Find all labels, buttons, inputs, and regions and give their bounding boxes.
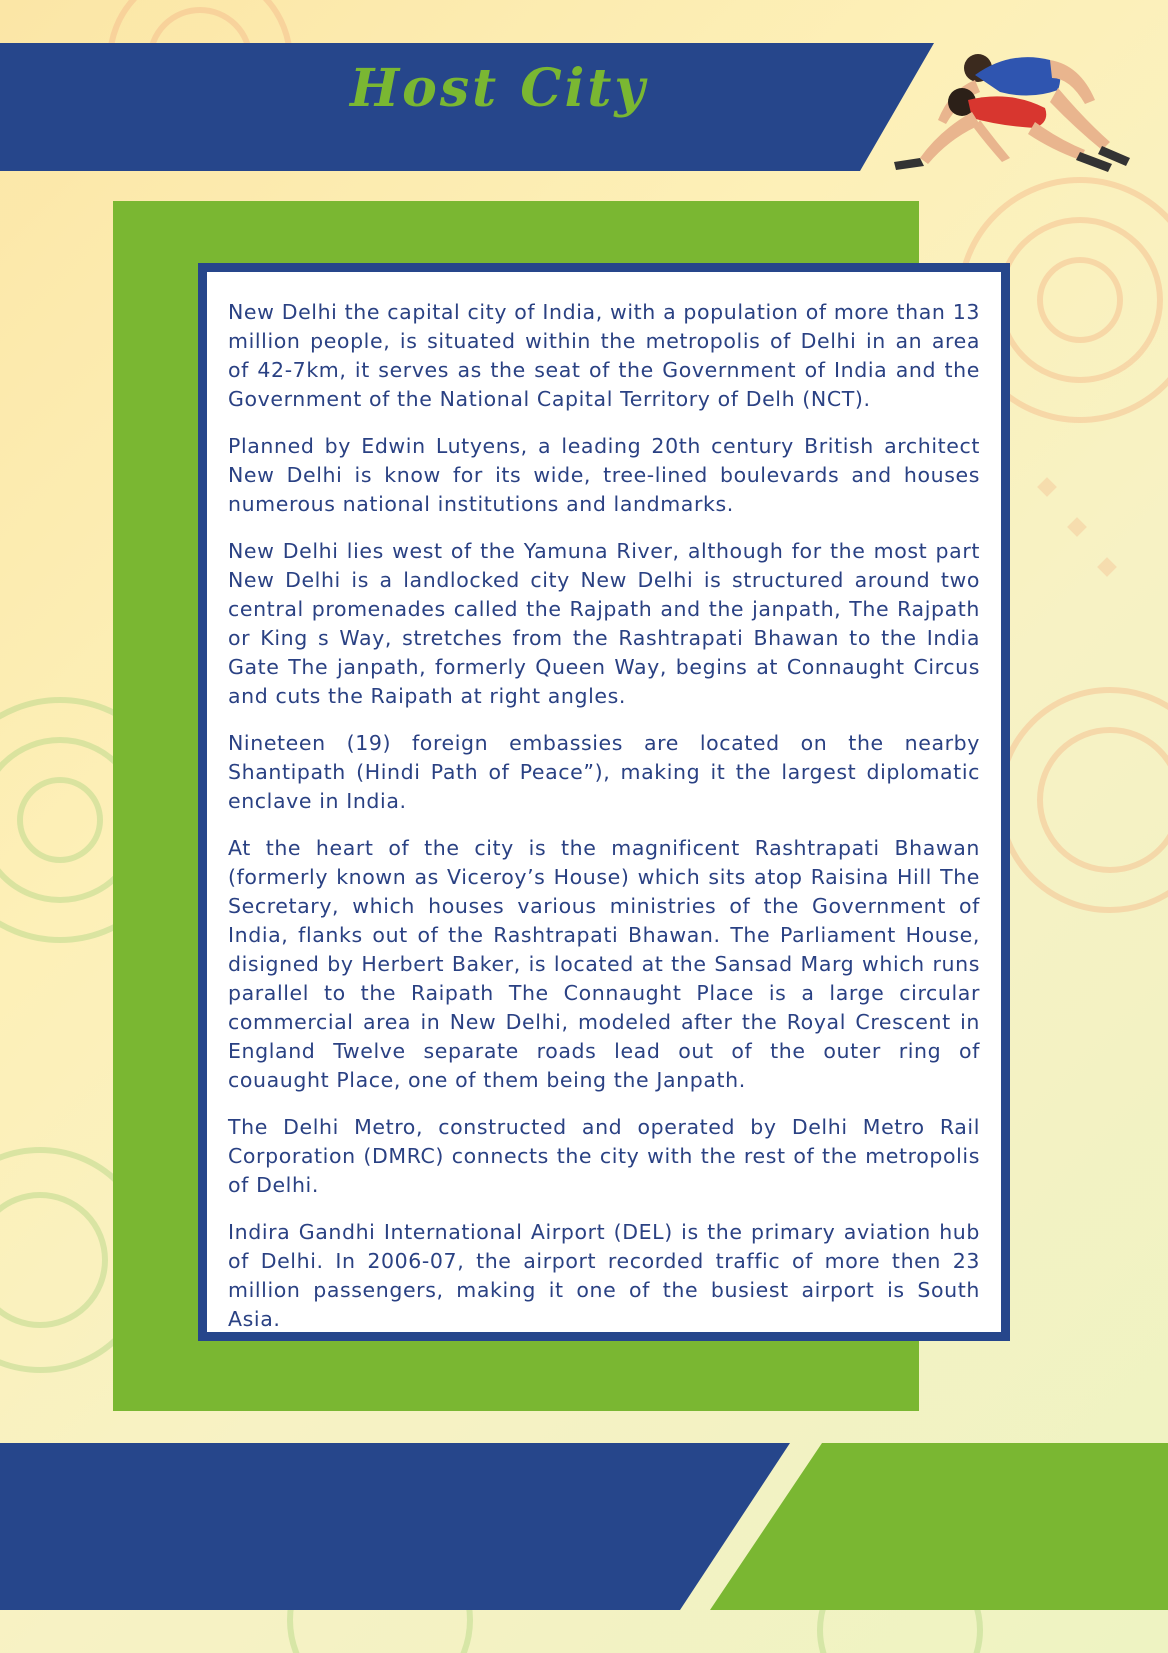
paragraph-intro: New Delhi the capital city of India, with a population of more than 13 million people, is situated within the metropolis of Delhi in an area of 42-7km, it serves as the seat of the Government of India and the Government of the National Capital Territory of Delh (NCT). bbox=[228, 300, 980, 411]
paragraph-geography: New Delhi lies west of the Yamuna River, although for the most part New Delhi is a landlocked city New Delhi is structured around two central promenades called the Rajpath and the janpath, The Rajpath or King s Way, stretches from the Rashtrapati Bhawan to the India Gate The janpath, formerly Queen Way, begins at Connaught Circus and cuts the Raipath at right angles. bbox=[228, 539, 980, 708]
paragraph-lutyens: Planned by Edwin Lutyens, a leading 20th century British architect New Delhi is know for its wide, tree-lined boulevards and houses numerous national institutions and landmarks. bbox=[228, 434, 980, 516]
paragraph-metro: The Delhi Metro, constructed and operated by Delhi Metro Rail Corporation (DMRC) connects the city with the rest of the metropolis of Delhi. bbox=[228, 1115, 980, 1197]
page-title: Host City bbox=[350, 58, 648, 119]
paragraph-airport: Indira Gandhi International Airport (DEL) is the primary aviation hub of Delhi. In 2006-07, the airport recorded traffic of more then 23 million passengers, making it one of the busiest airport is South Asia. bbox=[228, 1220, 980, 1331]
content-card bbox=[198, 263, 1010, 1341]
paragraph-embassies: Nineteen (19) foreign embassies are located on the nearby Shantipath (Hindi Path of Peace”), making it the largest diplomatic enclave in India. bbox=[228, 731, 980, 813]
paragraph-landmarks: At the heart of the city is the magnificent Rashtrapati Bhawan (formerly known as Viceroy’s House) which sits atop Raisina Hill The Secretary, which houses various ministries of the Government of India, flanks out of the Rashtrapati Bhawan. The Parliament House, disigned by Herbert Baker, is located at the Sansad Marg which runs parallel to the Raipath The Connaught Place is a large circular commercial area in New Delhi, modeled after the Royal Crescent in England Twelve separate roads lead out of the outer ring of couaught Place, one of them being the Janpath. bbox=[228, 836, 980, 1092]
wrestlers-illustration bbox=[880, 30, 1140, 180]
footer-band bbox=[0, 1440, 1168, 1615]
